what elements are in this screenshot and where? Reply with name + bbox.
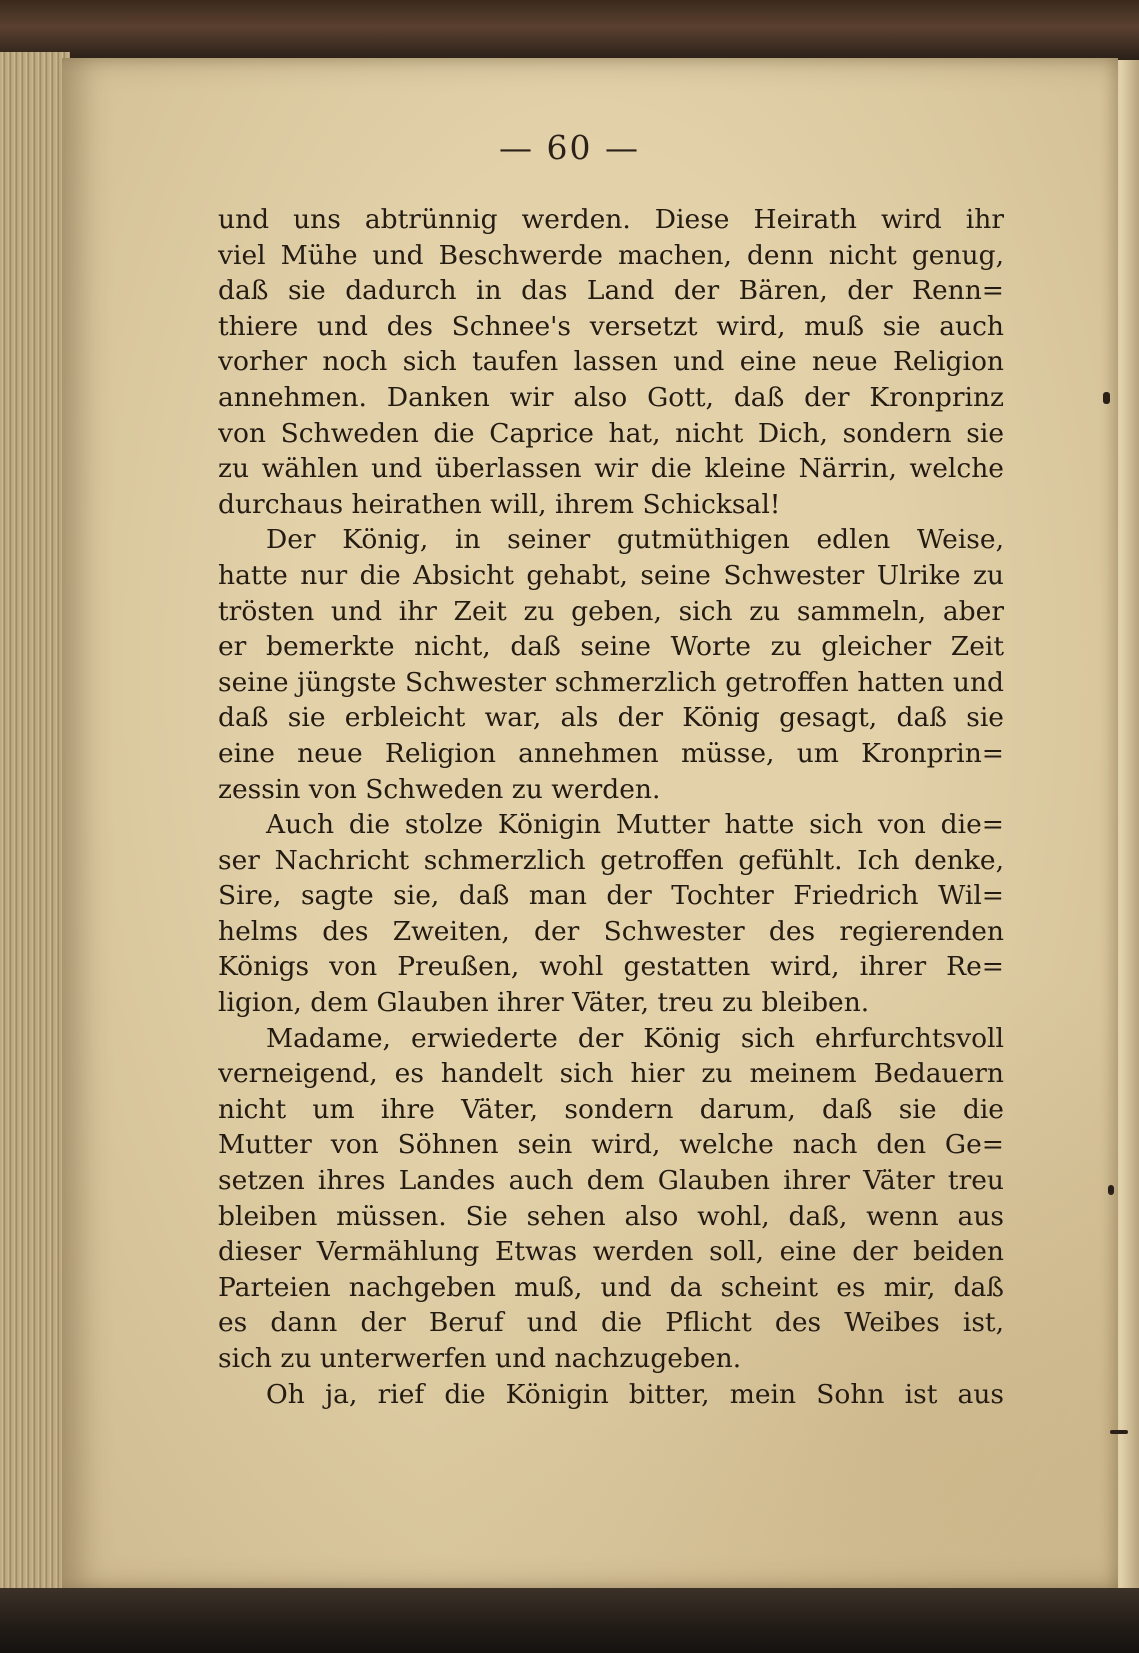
text-line: er bemerkte nicht, daß seine Worte zu gleicher Zeit — [218, 631, 1004, 663]
body-text — [218, 202, 1004, 1412]
paragraph-start: Oh ja, rief die Königin bitter, mein Sohn ist aus — [266, 1378, 1004, 1410]
text-line: Mutter von Söhnen sein wird, welche nach den Ge= — [218, 1129, 1004, 1161]
text-line: seine jüngste Schwester schmerzlich getroffen hatten und — [218, 666, 1004, 698]
text-line: und uns abtrünnig werden. Diese Heirath wird ihr — [218, 204, 1004, 235]
text-line: zu wählen und überlassen wir die kleine Närrin, welche — [218, 453, 1004, 485]
text-line: durchaus heirathen will, ihrem Schicksal! — [218, 488, 781, 520]
paragraph-start: Der König, in seiner gutmüthigen edlen Weise, — [266, 524, 1004, 556]
ink-speck — [1110, 1430, 1128, 1434]
text-line: vorher noch sich taufen lassen und eine neue Religion — [218, 346, 1004, 378]
text-line: annehmen. Danken wir also Gott, daß der Kronprinz — [218, 381, 1004, 413]
ink-speck — [1103, 392, 1110, 404]
text-line: daß sie dadurch in das Land der Bären, der Renn= — [218, 275, 1004, 307]
text-line: bleiben müssen. Sie sehen also wohl, daß, wenn aus — [218, 1200, 1004, 1232]
text-line: hatte nur die Absicht gehabt, seine Schwester Ulrike zu — [218, 559, 1004, 591]
text-line: setzen ihres Landes auch dem Glauben ihrer Väter treu — [218, 1165, 1004, 1197]
text-line: Parteien nachgeben muß, und da scheint es mir, daß — [218, 1271, 1004, 1303]
text-line: viel Mühe und Beschwerde machen, denn nicht genug, — [218, 239, 1004, 271]
text-line: Sire, sagte sie, daß man der Tochter Friedrich Wil= — [218, 880, 1004, 912]
text-line: von Schweden die Caprice hat, nicht Dich, sondern sie — [218, 417, 1004, 449]
text-line: Königs von Preußen, wohl gestatten wird, ihrer Re= — [218, 951, 1004, 983]
text-line: eine neue Religion annehmen müsse, um Kronprin= — [218, 737, 1004, 769]
text-line: trösten und ihr Zeit zu geben, sich zu sammeln, aber — [218, 595, 1004, 627]
text-line: helms des Zweiten, der Schwester des regierenden — [218, 915, 1004, 947]
book-cover-top — [0, 0, 1139, 60]
ink-speck — [1108, 1185, 1114, 1195]
text-line: dieser Vermählung Etwas werden soll, eine der beiden — [218, 1236, 1004, 1268]
text-line: daß sie erbleicht war, als der König gesagt, daß sie — [218, 702, 1004, 734]
text-line: nicht um ihre Väter, sondern darum, daß sie die — [218, 1093, 1004, 1125]
text-line: ser Nachricht schmerzlich getroffen gefühlt. Ich denke, — [218, 844, 1004, 876]
text-line: es dann der Beruf und die Pflicht des Weibes ist, — [218, 1307, 1004, 1339]
text-line: sich zu unterwerfen und nachzugeben. — [218, 1343, 742, 1374]
page-edges-left — [0, 52, 70, 1592]
paragraph-start: Auch die stolze Königin Mutter hatte sich von die= — [266, 809, 1004, 841]
page-number: — 60 — — [499, 128, 640, 167]
paragraph-start: Madame, erwiederte der König sich ehrfurchtsvoll — [266, 1022, 1004, 1054]
text-line: verneigend, es handelt sich hier zu meinem Bedauern — [218, 1058, 1004, 1090]
text-line: ligion, dem Glauben ihrer Väter, treu zu bleiben. — [218, 987, 870, 1019]
text-line: thiere und des Schnee's versetzt wird, muß sie auch — [218, 310, 1004, 342]
text-line: zessin von Schweden zu werden. — [218, 773, 661, 805]
book-cover-bottom — [0, 1588, 1139, 1653]
